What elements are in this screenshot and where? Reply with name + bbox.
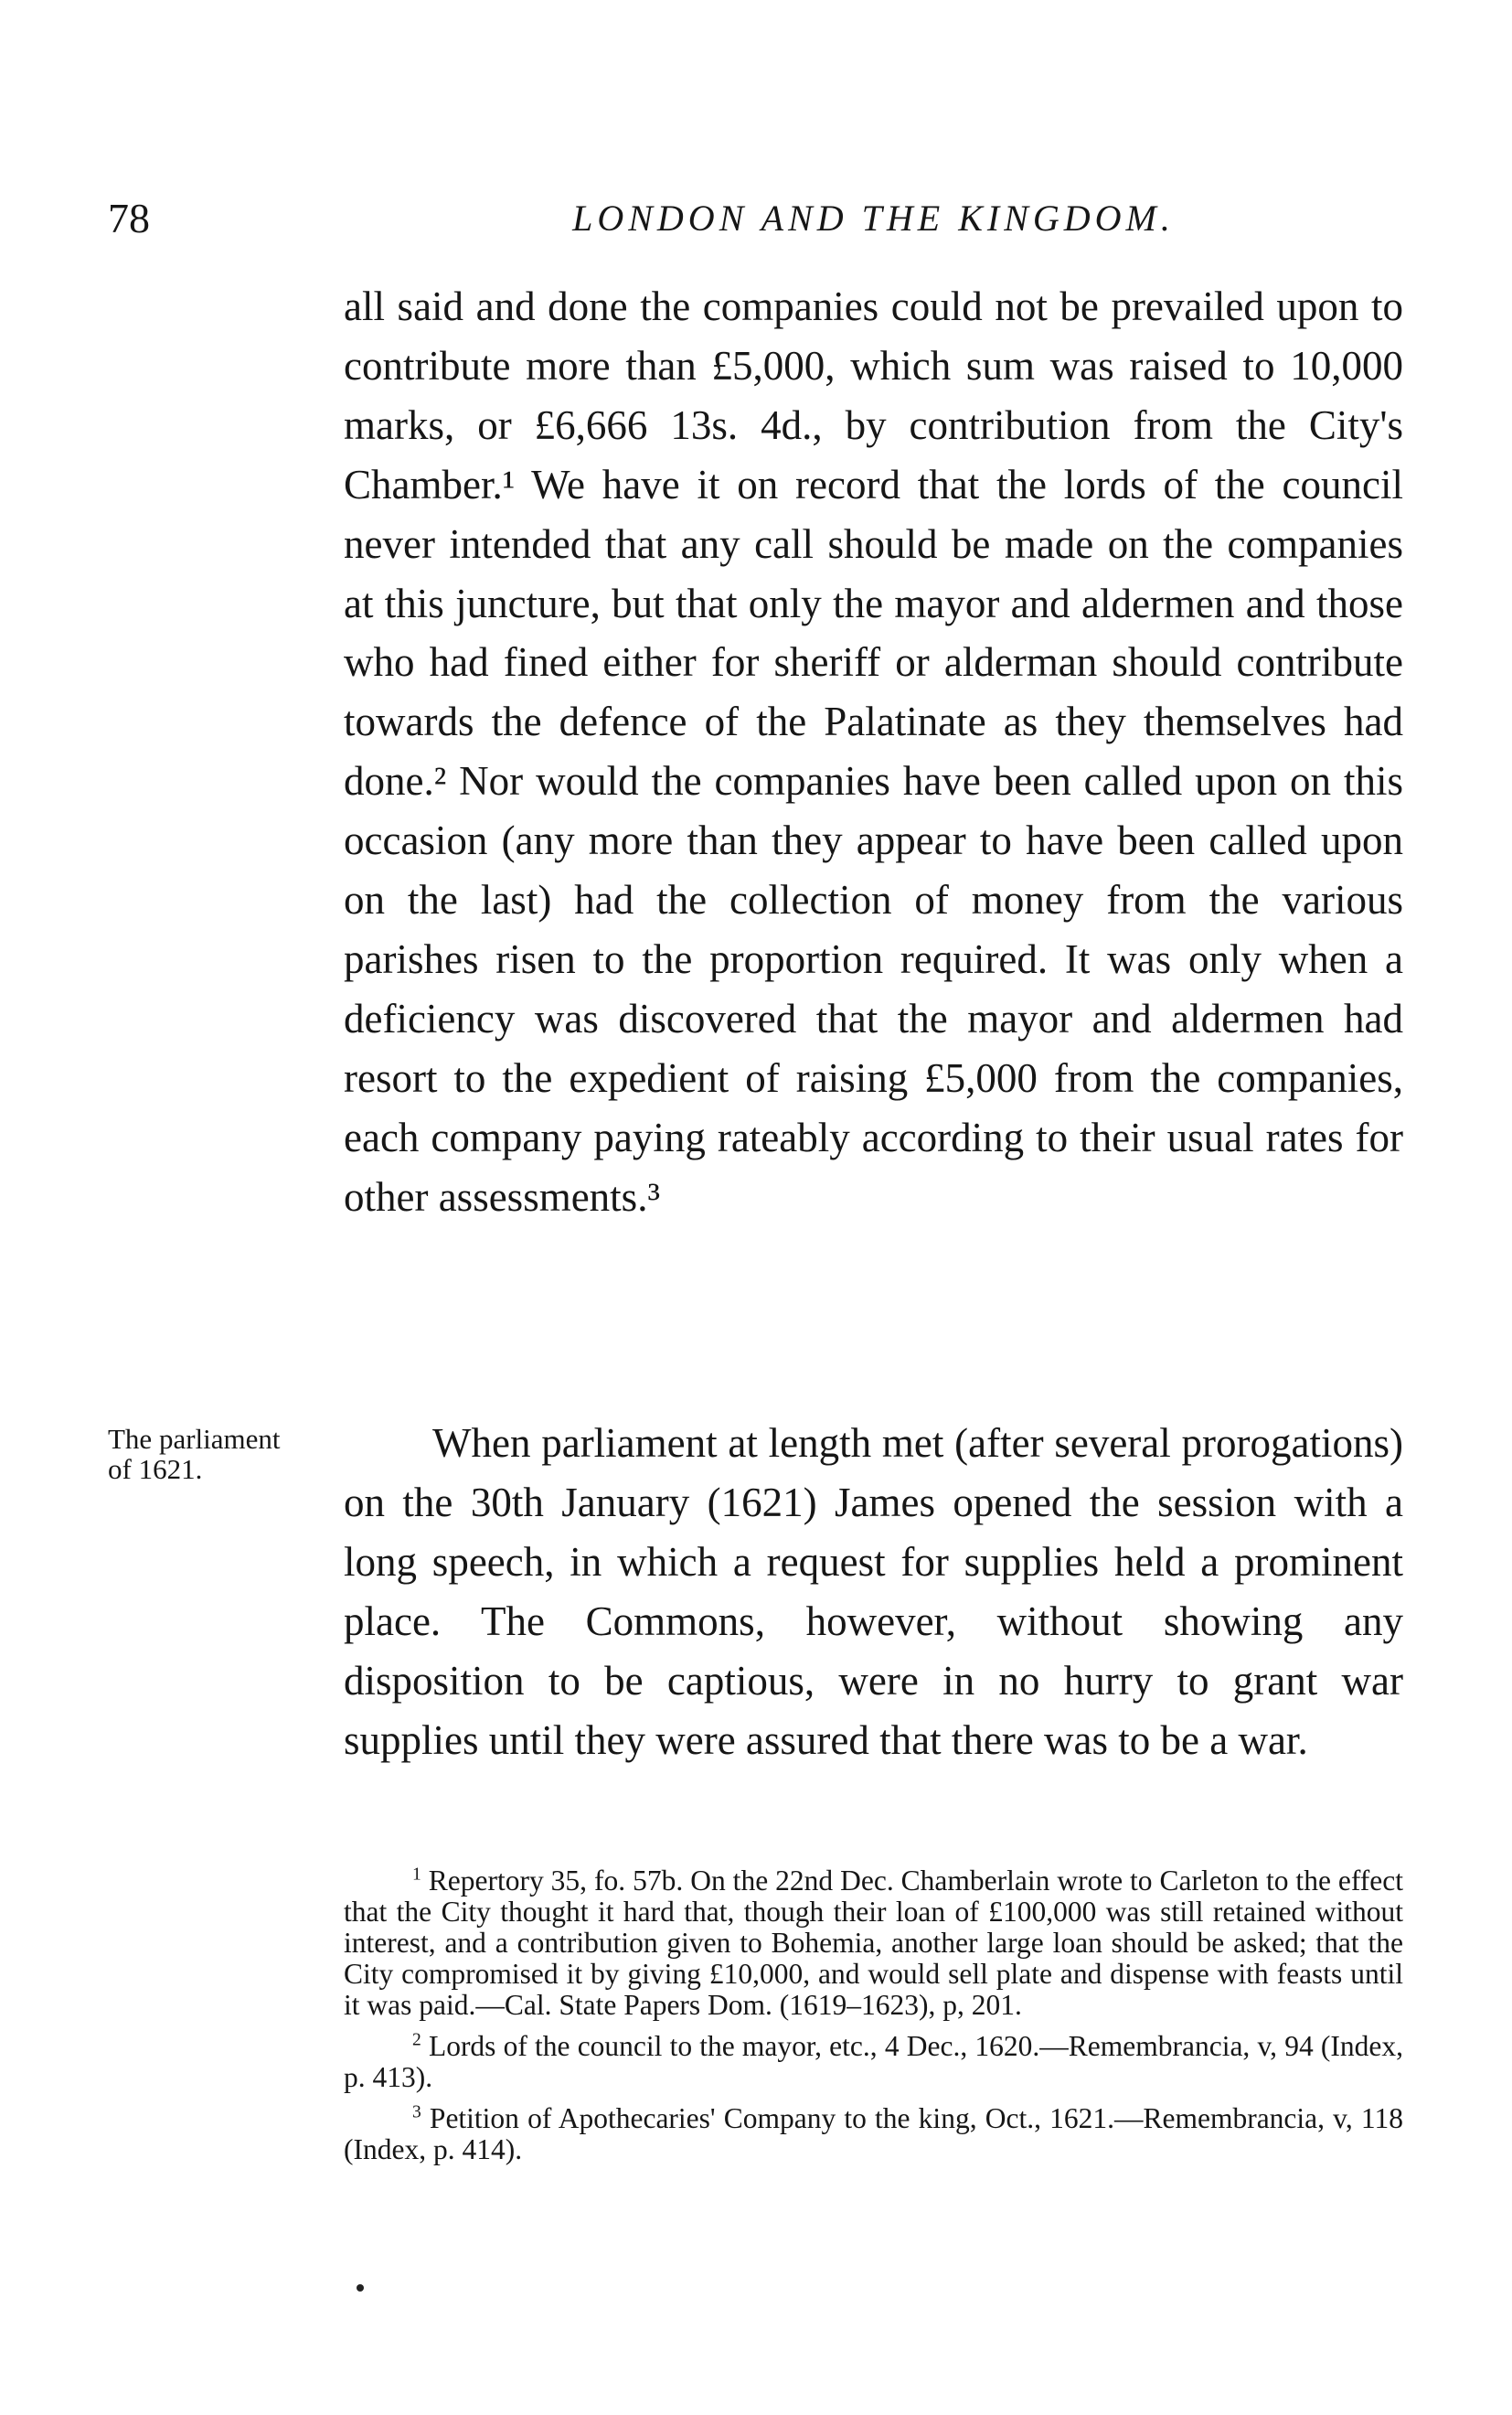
running-title: LONDON AND THE KINGDOM. <box>572 198 1175 239</box>
footnote-text: Repertory 35, fo. 57b. On the 22nd Dec. Chamberlain wrote to Carleton to the effect that the City thought it hard that, though their loan of £100,000 was still retained without interest, and a contribution given to Bohemia, another large loan should be asked; that the City compromised it by giving £10,000, and would sell plate and dispense with feasts until it was paid.—Cal. State Papers Dom. (1619–1623), p, 201. <box>344 1865 1403 2021</box>
footnote-mark: 2 <box>412 2030 421 2050</box>
paragraph-parliament: When parliament at length met (after several prorogations) on the 30th January (1621) James opened the session with a long speech, in which a request for supplies held a prominent place. The Commons, however, without showing any disposition to be captious, were in no hurry to grant war supplies until they were assured that there was to be a war. <box>344 1420 1403 1763</box>
footnotes <box>344 1865 1403 2175</box>
ink-speck <box>357 2284 364 2292</box>
paragraph-continued: all said and done the companies could not be prevailed upon to contribute more than £5,000, which sum was raised to 10,000 marks, or £6,666 13s. 4d., by contribution from the City's Chamber.¹ We have it on record that the lords of the council never intended that any call should be made on the companies at this juncture, but that only the mayor and aldermen and those who had fined either for sheriff or alderman should contribute towards the defence of the Palatinate as they themselves had done.² Nor would the companies have been called upon on this occasion (any more than they appear to have been called upon on the last) had the collection of money from the various parishes risen to the proportion required. It was only when a deficiency was discovered that the mayor and aldermen had resort to the expedient of raising £5,000 from the companies, each company paying rateably according to their usual rates for other assessments.³ <box>344 283 1403 1220</box>
footnote-1 <box>344 1865 1403 2021</box>
footnote-text: Petition of Apothecaries' Company to the king, Oct., 1621.—Remembrancia, v, 118 (Index, p. 414). <box>344 2102 1403 2165</box>
footnote-text: Lords of the council to the mayor, etc., 4 Dec., 1620.—Remembrancia, v, 94 (Index, p. 413). <box>344 2030 1403 2093</box>
footnote-mark: 1 <box>412 1865 421 1885</box>
footnote-2 <box>344 2031 1403 2093</box>
margin-note: The parliament of 1621. <box>108 1423 281 1485</box>
footnote-mark: 3 <box>412 2102 421 2122</box>
footnote-3 <box>344 2103 1403 2165</box>
page-number: 78 <box>108 195 150 241</box>
